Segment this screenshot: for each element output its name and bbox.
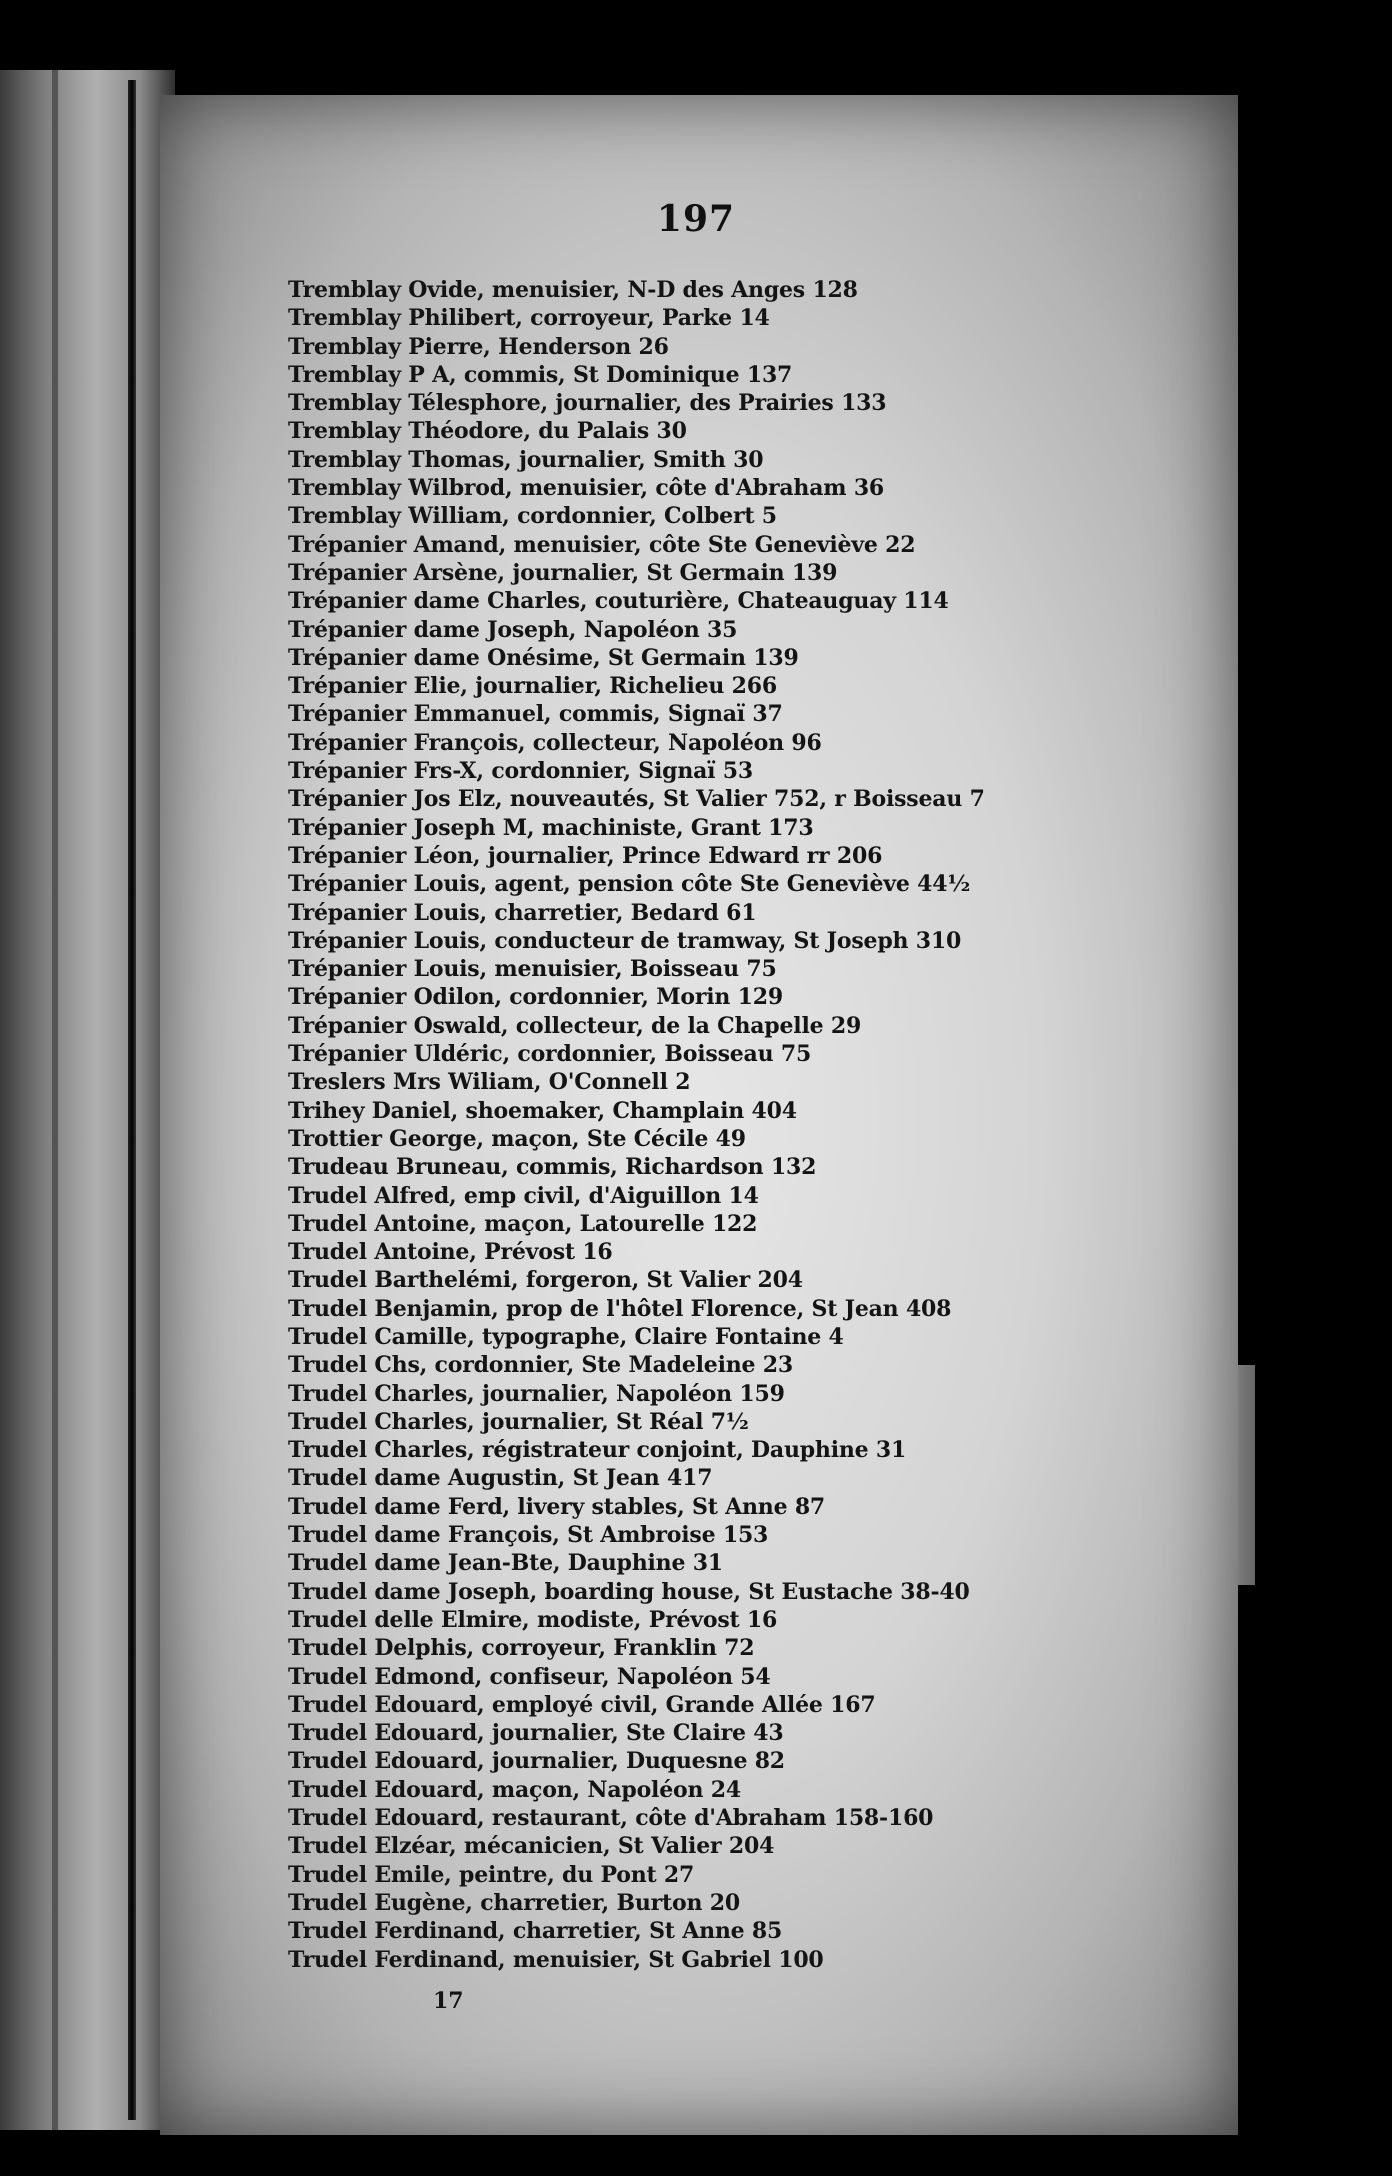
binding-gutter xyxy=(128,80,136,2120)
directory-entry: Trépanier Jos Elz, nouveautés, St Valier 752, r Boisseau 7 xyxy=(288,786,985,813)
directory-entry: Trudel Edouard, journalier, Duquesne 82 xyxy=(288,1748,785,1775)
directory-entry: Trudel dame Joseph, boarding house, St Eustache 38-40 xyxy=(288,1578,970,1605)
directory-entry: Trudel Edouard, employé civil, Grande Allée 167 xyxy=(288,1691,876,1718)
directory-entry: Trudel Chs, cordonnier, Ste Madeleine 23 xyxy=(288,1352,794,1379)
directory-entry: Trudel Emile, peintre, du Pont 27 xyxy=(288,1861,695,1888)
directory-entry: Trudel dame Augustin, St Jean 417 xyxy=(288,1465,713,1492)
directory-entry: Trudel Edouard, journalier, Ste Claire 43 xyxy=(288,1720,784,1747)
directory-entry: Trudel Delphis, corroyeur, Franklin 72 xyxy=(288,1635,755,1662)
directory-entry: Trudel dame Ferd, livery stables, St Anne 87 xyxy=(288,1493,826,1520)
directory-entry: Trudel delle Elmire, modiste, Prévost 16 xyxy=(288,1606,778,1633)
directory-entry: Trépanier dame Joseph, Napoléon 35 xyxy=(288,616,738,643)
directory-entry: Trépanier Arsène, journalier, St Germain 139 xyxy=(288,559,838,586)
directory-entry: Trudel Edouard, restaurant, côte d'Abraham 158-160 xyxy=(288,1805,934,1832)
directory-entry: Trudel Charles, journalier, St Réal 7½ xyxy=(288,1408,749,1435)
directory-entry: Trépanier Oswald, collecteur, de la Chapelle 29 xyxy=(288,1012,862,1039)
facing-page-edge xyxy=(0,70,175,2130)
directory-entry: Trudel Elzéar, mécanicien, St Valier 204 xyxy=(288,1833,775,1860)
directory-entry: Trudeau Bruneau, commis, Richardson 132 xyxy=(288,1154,817,1181)
directory-entry: Trépanier Elie, journalier, Richelieu 266 xyxy=(288,673,778,700)
directory-entry: Trépanier Louis, charretier, Bedard 61 xyxy=(288,899,757,926)
directory-entry: Tremblay Télesphore, journalier, des Prairies 133 xyxy=(288,390,887,417)
directory-entry: Trépanier Amand, menuisier, côte Ste Geneviève 22 xyxy=(288,531,916,558)
directory-entry: Trépanier Emmanuel, commis, Signaï 37 xyxy=(288,701,783,728)
directory-entry: Trudel Ferdinand, menuisier, St Gabriel 100 xyxy=(288,1946,824,1973)
directory-entry: Tremblay Ovide, menuisier, N-D des Anges 128 xyxy=(288,277,858,303)
directory-entry: Trépanier Joseph M, machiniste, Grant 173 xyxy=(288,814,814,841)
directory-entry: Trépanier Odilon, cordonnier, Morin 129 xyxy=(288,984,783,1011)
directory-entry: Trudel Eugène, charretier, Burton 20 xyxy=(288,1889,740,1916)
directory-entry-list xyxy=(288,276,1208,1974)
directory-entry: Trépanier Louis, menuisier, Boisseau 75 xyxy=(288,956,777,983)
directory-entry: Trottier George, maçon, Ste Cécile 49 xyxy=(288,1125,746,1152)
signature-mark: 17 xyxy=(433,1988,464,2014)
directory-entry: Treslers Mrs Wiliam, O'Connell 2 xyxy=(288,1069,691,1096)
directory-entry: Trudel Antoine, maçon, Latourelle 122 xyxy=(288,1210,758,1237)
directory-entry: Tremblay Pierre, Henderson 26 xyxy=(288,333,669,360)
directory-entry: Trépanier dame Onésime, St Germain 139 xyxy=(288,644,799,671)
page-fold-line xyxy=(52,70,58,2130)
directory-entry: Trudel Ferdinand, charretier, St Anne 85 xyxy=(288,1918,783,1945)
directory-entry: Trudel Barthelémi, forgeron, St Valier 204 xyxy=(288,1267,803,1294)
directory-entry: Trudel dame Jean-Bte, Dauphine 31 xyxy=(288,1550,723,1577)
directory-entry: Trudel Benjamin, prop de l'hôtel Florence, St Jean 408 xyxy=(288,1295,952,1322)
directory-entry: Trihey Daniel, shoemaker, Champlain 404 xyxy=(288,1097,797,1124)
directory-entry: Trudel Alfred, emp civil, d'Aiguillon 14 xyxy=(288,1182,759,1209)
directory-entry: Trépanier François, collecteur, Napoléon 96 xyxy=(288,729,822,756)
directory-entry: Trépanier dame Charles, couturière, Chateauguay 114 xyxy=(288,588,949,615)
directory-entry: Trudel Camille, typographe, Claire Fontaine 4 xyxy=(288,1323,844,1350)
directory-entry: Trudel Antoine, Prévost 16 xyxy=(288,1239,613,1266)
directory-entry: Trudel dame François, St Ambroise 153 xyxy=(288,1522,769,1549)
directory-entry: Trudel Edouard, maçon, Napoléon 24 xyxy=(288,1776,741,1803)
directory-entry: Trépanier Louis, agent, pension côte Ste Geneviève 44½ xyxy=(288,871,971,898)
directory-entry: Trépanier Léon, journalier, Prince Edward rr 206 xyxy=(288,842,883,869)
directory-entry: Trudel Charles, régistrateur conjoint, Dauphine 31 xyxy=(288,1437,907,1464)
directory-entry: Tremblay Wilbrod, menuisier, côte d'Abraham 36 xyxy=(288,475,885,502)
directory-entry: Tremblay Théodore, du Palais 30 xyxy=(288,418,687,445)
directory-entry: Trépanier Frs-X, cordonnier, Signaï 53 xyxy=(288,758,754,785)
directory-entry: Tremblay Thomas, journalier, Smith 30 xyxy=(288,446,764,473)
directory-entry: Trépanier Uldéric, cordonnier, Boisseau 75 xyxy=(288,1041,812,1068)
directory-entry: Tremblay Philibert, corroyeur, Parke 14 xyxy=(288,305,770,332)
directory-entry: Trudel Edmond, confiseur, Napoléon 54 xyxy=(288,1663,771,1690)
directory-entry: Tremblay P A, commis, St Dominique 137 xyxy=(288,361,793,388)
directory-entry: Trudel Charles, journalier, Napoléon 159 xyxy=(288,1380,785,1407)
directory-entry: Tremblay William, cordonnier, Colbert 5 xyxy=(288,503,777,530)
page-number: 197 xyxy=(656,198,736,240)
directory-entry: Trépanier Louis, conducteur de tramway, St Joseph 310 xyxy=(288,927,962,954)
